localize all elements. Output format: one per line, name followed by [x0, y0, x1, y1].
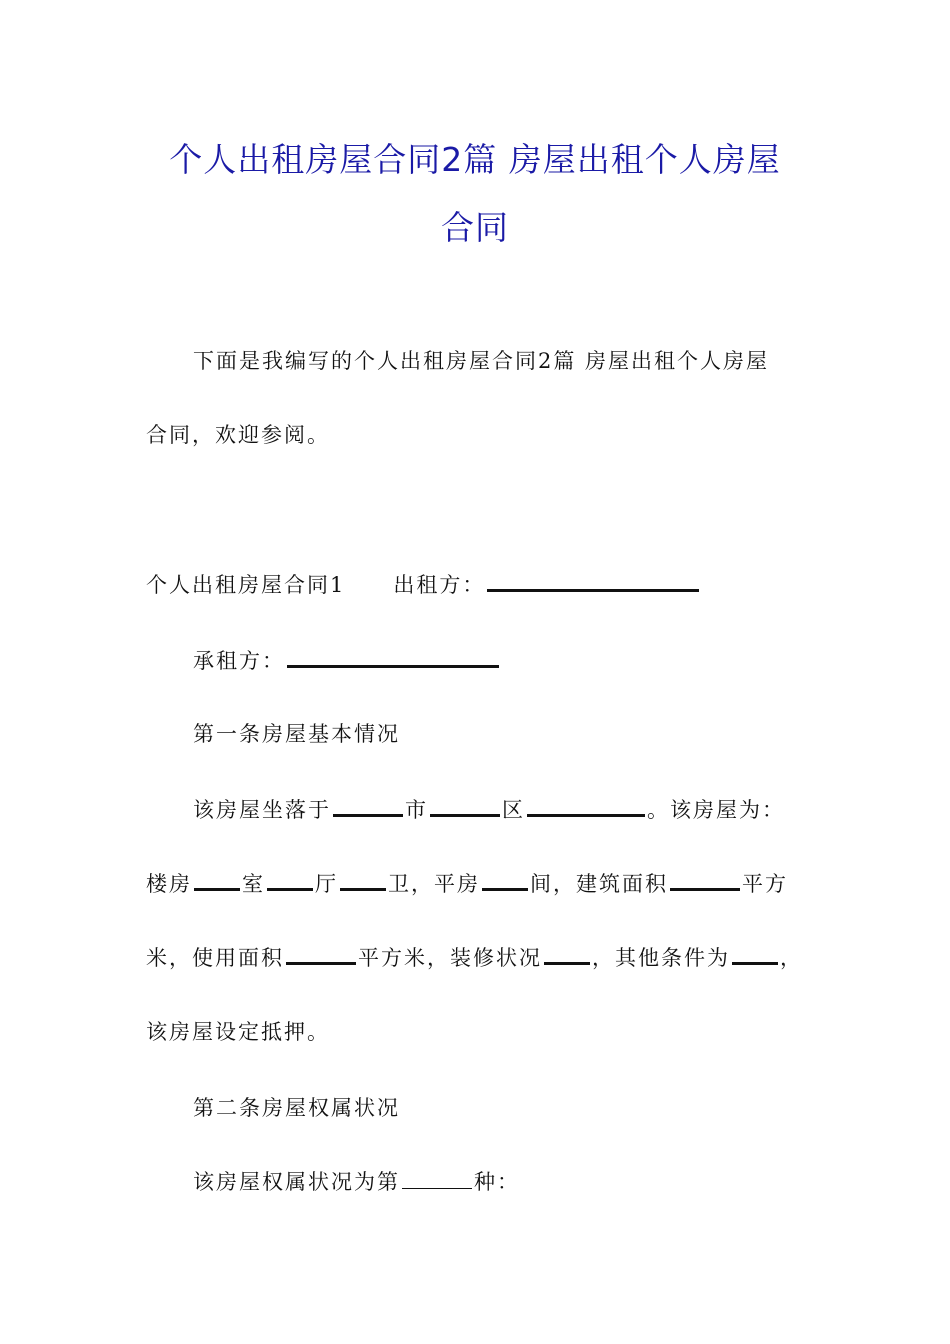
blank-city	[333, 797, 403, 817]
blank-bungalow-rooms	[482, 871, 528, 891]
text-segment: 市	[405, 798, 428, 822]
blank-halls	[267, 871, 313, 891]
lessor-blank	[487, 572, 699, 592]
article-1-paragraph-line-2	[146, 869, 788, 899]
article-1-paragraph-line-3	[146, 943, 803, 973]
text-segment: 。该房屋为：	[647, 798, 785, 822]
text-segment: 卫，平房	[388, 872, 480, 896]
blank-building-area	[670, 871, 740, 891]
text-segment: 区	[502, 798, 525, 822]
blank-usable-area	[286, 945, 356, 965]
text-segment: 室	[242, 872, 265, 896]
lessee-label: 承租方：	[193, 649, 285, 673]
blank-decoration	[544, 945, 590, 965]
text-segment: 该房屋权属状况为第	[193, 1170, 400, 1194]
blank-ownership-type	[402, 1171, 472, 1189]
lessee-blank	[287, 648, 499, 668]
text-segment: 间，建筑面积	[530, 872, 668, 896]
text-segment: 楼房	[146, 872, 192, 896]
lessor-label: 出租方：	[393, 573, 486, 597]
text-segment: 平方	[742, 872, 788, 896]
text-segment: ，	[780, 946, 803, 970]
contract-heading-row	[146, 570, 701, 600]
article-1-paragraph-line-4: 该房屋设定抵押。	[146, 1020, 330, 1044]
contract-heading: 个人出租房屋合同1	[146, 573, 346, 597]
blank-baths	[340, 871, 386, 891]
document-title-line-2: 合同	[441, 208, 509, 247]
blank-rooms	[194, 871, 240, 891]
article-1-title: 第一条房屋基本情况	[193, 722, 400, 746]
text-segment: ，其他条件为	[592, 946, 730, 970]
intro-line-1: 下面是我编写的个人出租房屋合同2篇 房屋出租个人房屋	[193, 349, 770, 373]
text-segment: 厅	[315, 872, 338, 896]
article-2-title: 第二条房屋权属状况	[193, 1096, 400, 1120]
blank-district	[430, 797, 500, 817]
text-segment: 种：	[474, 1170, 520, 1194]
blank-address	[527, 797, 645, 817]
text-segment: 该房屋坐落于	[193, 798, 331, 822]
document-title-line-1: 个人出租房屋合同2篇 房屋出租个人房屋	[169, 140, 781, 179]
blank-other-conditions	[732, 945, 778, 965]
text-segment: 米，使用面积	[146, 946, 284, 970]
intro-line-2: 合同，欢迎参阅。	[146, 423, 330, 447]
article-2-paragraph-line-1	[193, 1167, 520, 1197]
article-1-paragraph-line-1	[193, 795, 785, 825]
lessee-row	[193, 646, 501, 676]
text-segment: 平方米，装修状况	[358, 946, 542, 970]
